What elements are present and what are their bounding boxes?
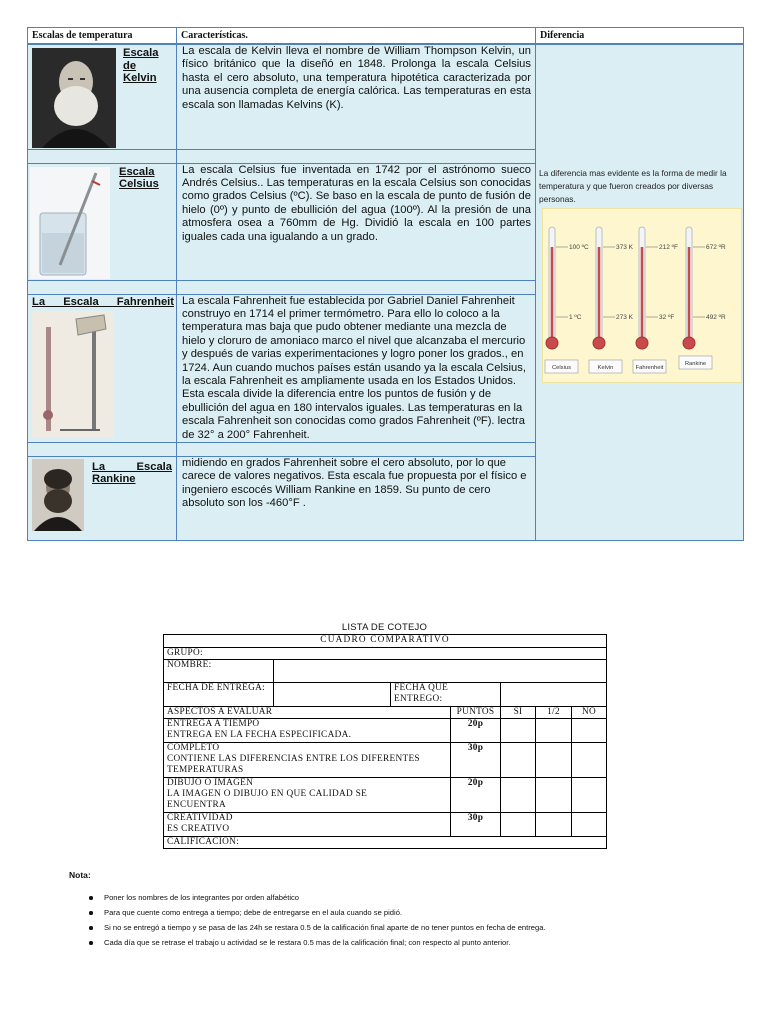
spacer-cell <box>28 442 177 456</box>
rankine-thermometer-bulb <box>683 337 695 349</box>
criterion-points: 30p <box>451 743 501 778</box>
spacer-cell <box>177 442 536 456</box>
fahrenheit-thermometer-image <box>32 311 114 438</box>
fahrenheit-scale-name: La Escala Fahrenheit <box>32 295 174 308</box>
nombre-value <box>274 660 607 683</box>
kelvin-name-label: Kelvin <box>597 364 614 371</box>
celsius-mercury-column <box>551 247 554 339</box>
kelvin-description-cell <box>177 44 536 149</box>
rankine-description: midiendo en grados Fahrenheit sobre el cero absoluto, por lo que carece de valores negativos. Esta escala fue propuesta por el físico e ingeniero escocés William Rankine en 1859. Su punto de cero absoluto son los -460°F . <box>182 456 527 510</box>
kelvin-description: La escala de Kelvin lleva el nombre de William Thompson Kelvin, un físico británico que la diseñó en 1848. Prolonga la escala Celsius hasta el cero absoluto, una temperatura hipotética caracterizada por una ausencia completa de energía calórica. Las temperaturas en esta escala son llamadas Kelvins (K). <box>182 45 531 111</box>
celsius-scale-cell <box>28 163 177 280</box>
thermometers-svg <box>543 209 741 382</box>
no-check-cell[interactable] <box>572 719 607 743</box>
spacer-cell <box>177 280 536 294</box>
half-check-cell[interactable] <box>536 813 572 837</box>
aspects-header: ASPECTOS A EVALUAR <box>164 707 451 719</box>
difference-text: La diferencia mas evidente es la forma de medir la temperatura y que fueron creados por diversas personas. <box>539 168 727 204</box>
criterion-row: COMPLETO CONTIENE LAS DIFERENCIAS ENTRE LOS DIFERENTES TEMPERATURAS <box>164 743 451 778</box>
checklist-subtitle: CUADRO COMPARATIVO <box>164 635 607 648</box>
no-check-cell[interactable] <box>572 743 607 778</box>
celsius-description-cell <box>177 163 536 280</box>
notes-title: Nota: <box>69 870 91 880</box>
rankine-scale-cell <box>28 456 177 540</box>
fahrenheit-thermometer-bulb <box>636 337 648 349</box>
note-item: Si no se entregó a tiempo y se pasa de las 24h se restara 0.5 de la calificación final aparte de no tener puntos en fecha de entrega. <box>88 920 546 935</box>
kelvin-scale-cell <box>28 44 177 149</box>
fahrenheit-top-label: 212 ºF <box>659 244 678 251</box>
calificacion-field: CALIFICACION: <box>164 837 607 849</box>
kelvin-top-label: 373 K <box>616 244 633 251</box>
no-header: NO <box>572 707 607 719</box>
no-check-cell[interactable] <box>572 778 607 813</box>
thermometers-diagram <box>542 208 742 383</box>
half-check-cell[interactable] <box>536 778 572 813</box>
spacer-cell <box>28 280 177 294</box>
note-item: Poner los nombres de los integrantes por orden alfabético <box>88 890 546 905</box>
rankine-scale-name: La Escala Rankine <box>92 460 172 486</box>
checklist-table <box>163 634 607 849</box>
header-difference: Diferencia <box>536 28 744 45</box>
kelvin-portrait-image <box>32 48 116 148</box>
fahrenheit-name-label: Fahrenheit <box>635 364 664 371</box>
half-check-cell[interactable] <box>536 743 572 778</box>
header-scales: Escalas de temperatura <box>28 28 177 45</box>
si-header: SI <box>501 707 536 719</box>
rankine-mercury-column <box>688 247 691 339</box>
criterion-row: ENTREGA A TIEMPO ENTREGA EN LA FECHA ESPECIFICADA. <box>164 719 451 743</box>
fecha-entrega-label: FECHA DE ENTREGA: <box>164 683 274 707</box>
half-header: 1/2 <box>536 707 572 719</box>
rankine-top-label: 672 ºR <box>706 244 726 251</box>
celsius-thermometer-bulb <box>546 337 558 349</box>
criterion-points: 20p <box>451 778 501 813</box>
criterion-row: DIBUJO O IMAGEN LA IMAGEN O DIBUJO EN QUE CALIDAD SE ENCUENTRA <box>164 778 451 813</box>
fahrenheit-mercury-column <box>641 247 644 339</box>
rankine-portrait-image <box>32 459 84 531</box>
fecha-que-entrego-value <box>501 683 607 707</box>
si-check-cell[interactable] <box>501 719 536 743</box>
criterion-row: CREATIVIDAD ES CREATIVO <box>164 813 451 837</box>
si-check-cell[interactable] <box>501 743 536 778</box>
rankine-name-label: Rankine <box>684 360 707 367</box>
fahrenheit-description-cell <box>177 294 536 442</box>
fecha-que-entrego-label: FECHA QUE ENTREGO: <box>391 683 501 707</box>
rankine-bottom-label: 492 ºR <box>706 314 726 321</box>
fahrenheit-description: La escala Fahrenheit fue establecida por Gabriel Daniel Fahrenheit construyo en 1714 el primer termómetro. Para ello lo coloco a la temperatura mas baja que pudo obtener mediante una mezcla de hielo y cloruro de amoniaco marco el nivel que alcanzaba el mercurio y después de varias experimentaciones y logro poner los grados., en 1724. Aun cuando muchos países están usando ya la escala Celsius, la escala Fahrenheit es ampliamente usada en los Estados Unidos. Esta escala divide la diferencia entre los puntos de fusión y de ebullición del agua en 180 intervalos iguales. Las temperaturas en la escala Fahrenheit son conocidas como grados Fahrenheit (ºF). lectra de 32° a 200° Fahrenheit. <box>182 294 526 441</box>
criterion-points: 20p <box>451 719 501 743</box>
kelvin-scale-name: Escala de Kelvin <box>123 47 159 84</box>
celsius-beaker-image <box>30 167 110 279</box>
difference-cell <box>536 44 744 540</box>
note-item: Cada día que se retrase el trabajo u actividad se le restara 0.5 mas de la calificación final; con respecto al punto anterior. <box>88 935 546 950</box>
celsius-description: La escala Celsius fue inventada en 1742 por el astrónomo sueco Andrés Celsius.. Las temperaturas en la escala Celsius son conocidas como grados Celsius (ºC). Se baso en la escala de punto de fusión de hielo (0º) y punto de ebullición del agua (100º). Al la presión de una atmosfera osea a 760mm de Hg. Dividió la escala en 100 partes iguales cada una igualando a un grado. <box>182 163 531 243</box>
note-item: Para que cuente como entrega a tiempo; debe de entregarse en el aula cuando se pidió. <box>88 905 546 920</box>
fahrenheit-scale-cell <box>28 294 177 442</box>
criterion-points: 30p <box>451 813 501 837</box>
celsius-scale-name: Escala Celsius <box>119 165 159 190</box>
points-header: PUNTOS <box>451 707 501 719</box>
celsius-name-label: Celsius <box>551 364 572 371</box>
notes-list <box>88 890 546 950</box>
si-check-cell[interactable] <box>501 778 536 813</box>
celsius-bottom-label: 1 ºC <box>569 314 582 321</box>
no-check-cell[interactable] <box>572 813 607 837</box>
kelvin-mercury-column <box>598 247 601 339</box>
checklist-title: LISTA DE COTEJO <box>341 622 428 633</box>
nombre-label: NOMBRE: <box>164 660 274 683</box>
rankine-description-cell <box>177 456 536 540</box>
si-check-cell[interactable] <box>501 813 536 837</box>
grupo-field: GRUPO: <box>164 648 607 660</box>
temperature-scales-table <box>27 27 744 541</box>
half-check-cell[interactable] <box>536 719 572 743</box>
kelvin-bottom-label: 273 K <box>616 314 633 321</box>
celsius-top-label: 100 ºC <box>569 244 589 251</box>
spacer-cell <box>28 149 177 163</box>
header-characteristics: Características. <box>177 28 536 45</box>
fecha-entrega-value <box>274 683 391 707</box>
spacer-cell <box>177 149 536 163</box>
kelvin-thermometer-bulb <box>593 337 605 349</box>
fahrenheit-bottom-label: 32 ºF <box>659 314 675 321</box>
